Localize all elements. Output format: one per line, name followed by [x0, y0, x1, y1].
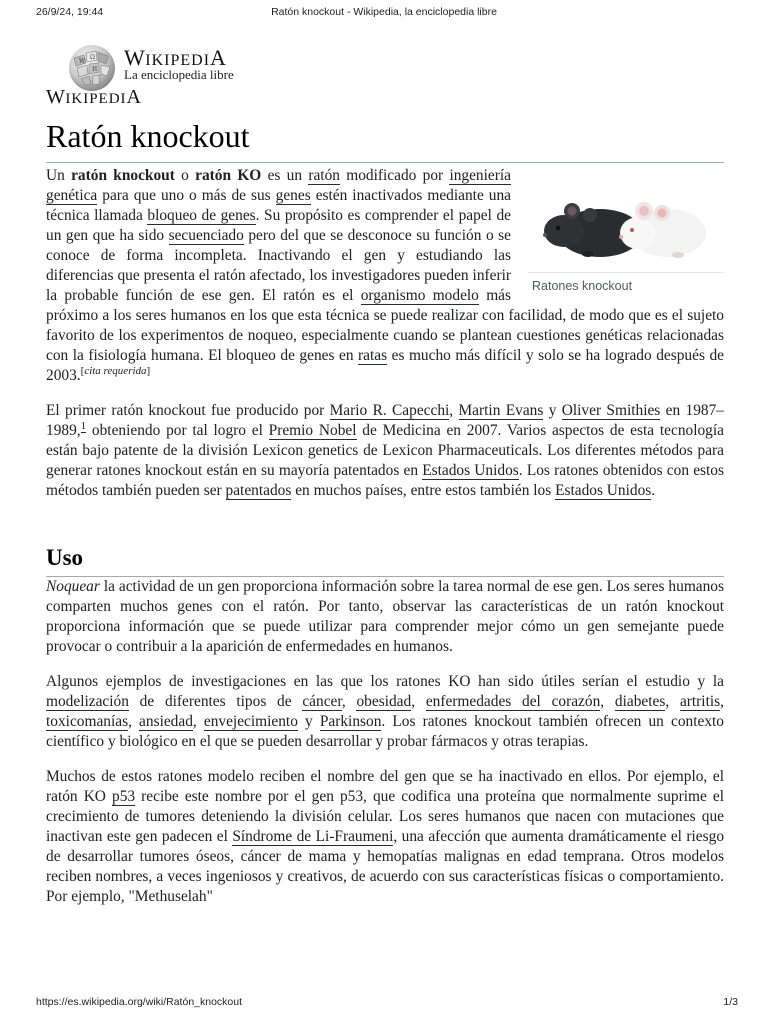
- link-secuenciado[interactable]: secuenciado: [168, 227, 244, 244]
- link-cancer[interactable]: cáncer: [302, 693, 342, 710]
- link-oliver-smithies[interactable]: Oliver Smithies: [561, 402, 661, 419]
- article-content: [46, 166, 724, 922]
- wikipedia-wordmark-secondary: WIKIPEDIA: [46, 86, 142, 108]
- svg-text:И: И: [92, 66, 98, 73]
- link-ingenieria-genetica[interactable]: ingeniería genética: [46, 167, 511, 204]
- link-modelizacion[interactable]: modelización: [46, 693, 129, 710]
- link-diabetes[interactable]: diabetes: [614, 693, 666, 710]
- print-footer: [0, 994, 768, 1012]
- link-mario-capecchi[interactable]: Mario R. Capecchi: [329, 402, 450, 419]
- thumbnail-figure: [528, 175, 724, 294]
- link-p53[interactable]: p53: [112, 788, 136, 805]
- link-raton[interactable]: ratón: [308, 167, 340, 184]
- link-premio-nobel[interactable]: Premio Nobel: [268, 422, 357, 439]
- link-bloqueo-de-genes[interactable]: bloqueo de genes: [147, 207, 256, 224]
- link-ansiedad[interactable]: ansiedad: [139, 713, 193, 730]
- thumbnail-caption: Ratones knockout: [532, 279, 633, 293]
- print-datetime: 26/9/24, 19:44: [36, 6, 104, 18]
- link-toxicomanias[interactable]: toxicomanías: [46, 713, 129, 730]
- print-page-title: Ratón knockout - Wikipedia, la enciclopedia libre: [271, 6, 497, 18]
- paragraph-uso-2: Algunos ejemplos de investigaciones en las que los ratones KO han sido útiles serían el estudio y la modelización de diferentes tipos de cáncer, obesidad, enfermedades del corazón, diabetes, artritis, toxicomanías, ansiedad, envejecimiento y Parkinson. Los ratones knockout también ofrecen un contexto científico y biológico en el que se pueden desarrollar y probar fármacos y otras terapias.: [46, 673, 724, 750]
- link-ratas[interactable]: ratas: [358, 347, 388, 364]
- link-envejecimiento[interactable]: envejecimiento: [203, 713, 298, 730]
- page-title: Ratón knockout: [46, 118, 250, 154]
- thumbnail-image[interactable]: [528, 175, 724, 273]
- paragraph-history: El primer ratón knockout fue producido por Mario R. Capecchi, Martin Evans y Oliver Smithies en 1987–1989,$^1$ obteniendo por tal logro el Premio Nobel de Medicina en 2007. Varios aspectos de esta tecnología están bajo patente de la división Lexicon genetics de Lexicon Pharmaceuticals. Los diferentes métodos para generar ratones knockout están en su mayoría patentados en Estados Unidos. Los ratones obtenidos con estos métodos también pueden ser patentados en muchos países, entre estos también los Estados Unidos.: [46, 402, 724, 499]
- link-genes[interactable]: genes: [275, 187, 311, 204]
- paragraph-uso-3: Muchos de estos ratones modelo reciben el nombre del gen que se ha inactivado en ellos. Por ejemplo, el ratón KO p53 recibe este nombre por el gen p53, que codifica una proteína que normalmente suprime el crecimiento de tumores deteniendo la división celular. Los seres humanos que nacen con mutaciones que inactivan este gen padecen el Síndrome de Li-Fraumeni, una afección que aumenta dramáticamente el riesgo de desarrollar tumores óseos, cáncer de mama y hemopatías malignas en edad temprana. Otros modelos reciben nombres, a veces ingeniosos y creativos, de acuerdo con sus características físicas o comportamiento. Por ejemplo, "Methuselah": [46, 768, 725, 905]
- link-organismo-modelo[interactable]: organismo modelo: [360, 287, 479, 304]
- svg-text:W: W: [79, 58, 86, 65]
- link-artritis[interactable]: artritis: [679, 693, 721, 710]
- mice-illustration: [528, 175, 724, 272]
- print-url: https://es.wikipedia.org/wiki/Ratón_knockout: [36, 996, 243, 1008]
- link-enfermedades-corazon[interactable]: enfermedades del corazón: [425, 693, 601, 710]
- wikipedia-tagline: La enciclopedia libre: [124, 67, 234, 82]
- svg-text:Ω: Ω: [90, 54, 95, 61]
- print-page-number: 1/3: [723, 996, 738, 1008]
- print-header: [0, 0, 768, 22]
- bold-term: ratón knockout: [71, 167, 175, 184]
- paragraph-intro: Un ratón knockout o ratón KO es un ratón modificado por ingeniería genética para que uno o más de sus genes estén inactivados mediante una técnica llamada bloqueo de genes. Su propósito es comprender el papel de un gen que ha sido secuenciado pero del que se desconoce su función o se conoce de forma incompleta. Inactivando el gen y estudiando las diferencias que presenta el ratón afectado, los investigadores pueden inferir la probable función de ese gen. El ratón es el organismo modelo más próximo a los seres humanos en los que esta técnica se puede realizar con facilidad, de modo que es el sujeto favorito de los experimentos de noqueo, especialmente cuando se plantean cuestiones genéticas relacionadas con la fisiología humana. El bloqueo de genes en ratas es mucho más difícil y solo se ha logrado después de 2003.[cita requerida]: [46, 167, 724, 384]
- reference-link[interactable]: 1: [80, 419, 87, 432]
- wikipedia-wordmark: WIKIPEDIA: [124, 45, 227, 70]
- link-estados-unidos[interactable]: Estados Unidos: [422, 462, 519, 479]
- link-estados-unidos-2[interactable]: Estados Unidos: [555, 482, 652, 499]
- link-sindrome-li-fraumeni[interactable]: Síndrome de Li-Fraumeni: [232, 828, 394, 845]
- paragraph-uso-1: Noquear la actividad de un gen proporciona información sobre la tarea normal de ese gen. Los seres humanos comparten muchos genes con el ratón. Por tanto, observar las características de un ratón knockout proporciona información que se puede utilizar para comprender mejor cómo un gen semejante puede provocar o contribuir a la aparición de enfermedades en humanos.: [46, 578, 724, 655]
- link-parkinson[interactable]: Parkinson: [319, 713, 382, 730]
- bold-term: ratón KO: [195, 167, 262, 184]
- link-patentados[interactable]: patentados: [225, 482, 292, 499]
- link-obesidad[interactable]: obesidad: [356, 693, 412, 710]
- citation-needed[interactable]: [cita requerida]: [80, 364, 151, 377]
- title-divider: [46, 162, 724, 163]
- section-heading-uso: Uso: [46, 516, 724, 577]
- link-martin-evans[interactable]: Martin Evans: [458, 402, 544, 419]
